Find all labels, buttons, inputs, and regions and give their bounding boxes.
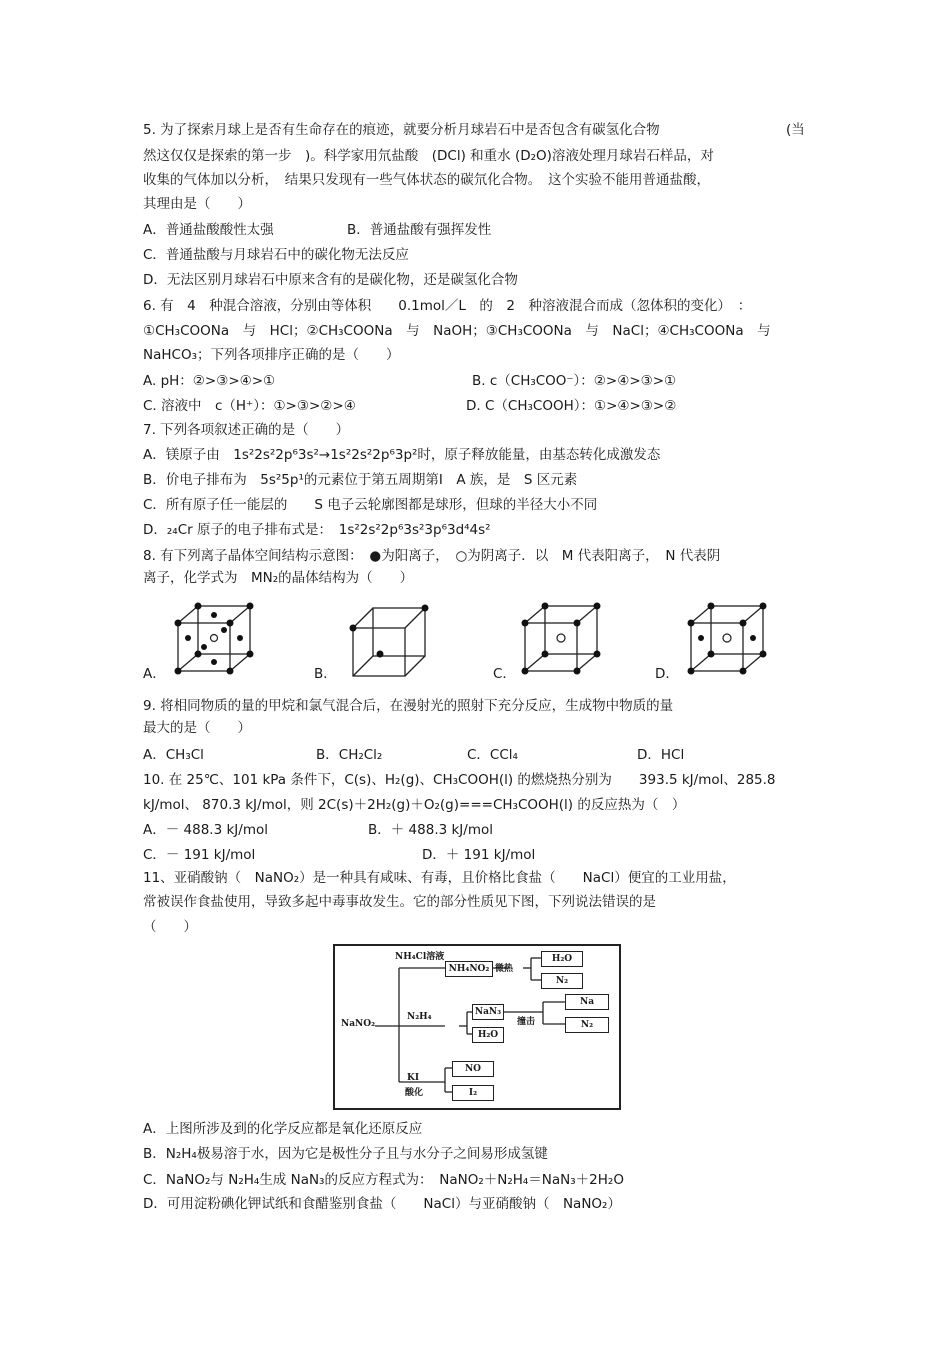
q5-line1-end: (当 bbox=[786, 122, 805, 138]
q5-option-d: D．无法区别月球岩石中原来含有的是碳化物，还是碳氢化合物 bbox=[143, 272, 518, 288]
flow-no: NO bbox=[452, 1061, 494, 1077]
q5-option-b: B．普通盐酸有强挥发性 bbox=[347, 222, 492, 238]
q8-line1: 8. 有下列离子晶体空间结构示意图： ●为阳离子， ○为阴离子．以 M 代表阳离子， N 代表阴 bbox=[143, 548, 721, 564]
q9-line1: 9. 将相同物质的量的甲烷和氯气混合后，在漫射光的照射下充分反应，生成物中物质的量 bbox=[143, 698, 674, 714]
q9-line2: 最大的是（ ） bbox=[143, 720, 251, 736]
q7-option-c: C．所有原子任一能层的 S 电子云轮廓图都是球形，但球的半径大小不同 bbox=[143, 497, 598, 513]
q8-label-d: D． bbox=[655, 666, 679, 682]
flow-h2o-top: H₂O bbox=[541, 951, 583, 967]
q10-option-c: C．－ 191 kJ/mol bbox=[143, 847, 256, 863]
q7-option-a: A．镁原子由 1s²2s²2p⁶3s²→1s²2s²2p⁶3p²时，原子释放能量，由基态转化成激发态 bbox=[143, 447, 661, 463]
flow-n2-top: N₂ bbox=[541, 973, 583, 989]
nano2-property-flowchart bbox=[333, 944, 621, 1110]
q11-line2: 常被误作食盐使用，导致多起中毒事故发生。它的部分性质见下图，下列说法错误的是 bbox=[143, 894, 656, 910]
q8-line2: 离子，化学式为 MN₂的晶体结构为（ ） bbox=[143, 570, 414, 586]
q10-option-d: D．＋ 191 kJ/mol bbox=[422, 847, 536, 863]
crystal-structure-a bbox=[165, 598, 265, 680]
q9-option-a: A．CH₃Cl bbox=[143, 747, 204, 763]
q9-option-d: D．HCl bbox=[637, 747, 685, 763]
q10-line1: 10. 在 25℃、101 kPa 条件下，C(s)、H₂(g)、CH₃COOH(l) 的燃烧热分别为 393.5 kJ/mol、285.8 bbox=[143, 772, 776, 788]
q6-line2: ①CH₃COONa 与 HCl；②CH₃COONa 与 NaOH；③CH₃COONa 与 NaCl；④CH₃COONa 与 bbox=[143, 323, 771, 339]
q11-option-b: B．N₂H₄极易溶于水，因为它是极性分子且与水分子之间易形成氢键 bbox=[143, 1146, 548, 1162]
q8-label-c: C． bbox=[493, 666, 516, 682]
q7-line1: 7. 下列各项叙述正确的是（ ） bbox=[143, 422, 350, 438]
q6-option-d: D. C（CH₃COOH）：①>④>③>② bbox=[466, 398, 677, 414]
flow-nh4cl-label: NH₄Cl溶液 bbox=[395, 952, 445, 962]
flow-heat-label: 微热 bbox=[495, 964, 514, 974]
flow-na: Na bbox=[565, 994, 609, 1010]
crystal-structure-c bbox=[512, 598, 612, 680]
q5-line1: 5. 为了探索月球上是否有生命存在的痕迹，就要分析月球岩石中是否包含有碳氢化合物 bbox=[143, 122, 660, 138]
q10-option-b: B．＋ 488.3 kJ/mol bbox=[368, 822, 494, 838]
flow-h2o-mid: H₂O bbox=[472, 1027, 504, 1043]
q10-option-a: A．－ 488.3 kJ/mol bbox=[143, 822, 268, 838]
crystal-structure-b bbox=[340, 598, 440, 680]
q6-line1: 6. 有 4 种混合溶液，分别由等体积 0.1mol／L 的 2 种溶液混合而成（忽体积的变化） ： bbox=[143, 298, 752, 314]
q5-option-c: C．普通盐酸与月球岩石中的碳化物无法反应 bbox=[143, 247, 409, 263]
q8-label-a: A． bbox=[143, 666, 166, 682]
q6-line3: NaHCO₃；下列各项排序正确的是（ ） bbox=[143, 347, 400, 363]
q6-option-b: B. c（CH₃COO⁻）：②>④>③>① bbox=[472, 373, 677, 389]
flow-nh4no2: NH₄NO₂ bbox=[445, 961, 493, 977]
flow-nan3: NaN₃ bbox=[472, 1004, 504, 1020]
q11-option-c: C．NaNO₂与 N₂H₄生成 NaN₃的反应方程式为： NaNO₂＋N₂H₄＝NaN₃＋2H₂O bbox=[143, 1172, 624, 1188]
q11-option-a: A．上图所涉及到的化学反应都是氧化还原反应 bbox=[143, 1121, 423, 1137]
q5-option-a: A．普通盐酸酸性太强 bbox=[143, 222, 274, 238]
flow-n2-mid: N₂ bbox=[565, 1017, 609, 1033]
q5-line3: 收集的气体加以分析， 结果只发现有一些气体状态的碳氘化合物。 这个实验不能用普通盐酸， bbox=[143, 172, 710, 188]
flow-acid-label: 酸化 bbox=[405, 1088, 424, 1098]
q11-line1: 11、亚硝酸钠（ NaNO₂）是一种具有咸味、有毒，且价格比食盐（ NaCl）便宜的工业用盐， bbox=[143, 870, 736, 886]
q7-option-d: D．₂₄Cr 原子的电子排布式是： 1s²2s²2p⁶3s²3p⁶3d⁴4s² bbox=[143, 522, 491, 538]
flow-i2: I₂ bbox=[452, 1085, 494, 1101]
q6-option-a: A. pH：②>③>④>① bbox=[143, 373, 276, 389]
q11-option-d: D．可用淀粉碘化钾试纸和食醋鉴别食盐（ NaCl）与亚硝酸钠（ NaNO₂） bbox=[143, 1196, 621, 1212]
q9-option-b: B．CH₂Cl₂ bbox=[316, 747, 383, 763]
flow-ki-label: KI bbox=[407, 1073, 420, 1083]
flow-n2h4-label: N₂H₄ bbox=[407, 1012, 432, 1022]
q6-option-c: C. 溶液中 c（H⁺）：①>③>②>④ bbox=[143, 398, 356, 414]
q10-line2: kJ/mol、 870.3 kJ/mol，则 2C(s)＋2H₂(g)＋O₂(g)===CH₃COOH(l) 的反应热为（ ） bbox=[143, 797, 686, 813]
q7-option-b: B．价电子排布为 5s²5p¹的元素位于第五周期第Ⅰ A 族，是 S 区元素 bbox=[143, 472, 578, 488]
flow-nano2: NaNO₂ bbox=[341, 1019, 376, 1029]
q5-line4: 其理由是（ ） bbox=[143, 196, 251, 212]
q9-option-c: C．CCl₄ bbox=[467, 747, 518, 763]
q8-label-b: B． bbox=[314, 666, 337, 682]
q5-line2: 然这仅仅是探索的第一步 )。科学家用氘盐酸 (DCl) 和重水 (D₂O)溶液处理月球岩石样品，对 bbox=[143, 148, 714, 164]
flow-impact-label: 撞击 bbox=[517, 1017, 536, 1027]
q11-line3: （ ） bbox=[143, 919, 197, 935]
crystal-structure-d bbox=[678, 598, 778, 680]
